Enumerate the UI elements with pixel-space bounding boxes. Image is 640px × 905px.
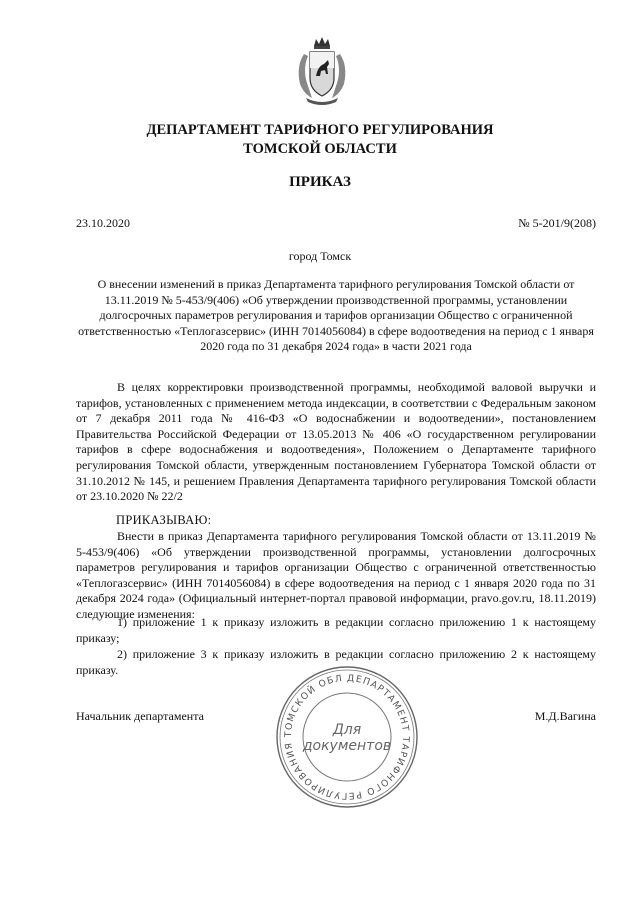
order-city: город Томск bbox=[288, 249, 352, 263]
main-item-paragraph: Внести в приказ Департамента тарифного регулирования Томской области от 13.11.2019 № 5-453/9(406) «Об утверждении производственной программы, установлении долгосрочных параметров регулирования и тарифов организации Общество с ограниченной ответственностью «Теплогазсервис» (ИНН 7014056084) в сфере водоотведения на период с 1 января 2020 года по 31 декабря 2024 года» (Официальный интернет-портал правовой информации, pravo.gov.ru, 18.11.2019) следующие изменения: bbox=[76, 529, 596, 621]
document-type-title: ПРИКАЗ bbox=[289, 174, 351, 190]
department-title-line1: ДЕПАРТАМЕНТ ТАРИФНОГО РЕГУЛИРОВАНИЯ bbox=[146, 122, 494, 138]
preamble-paragraph: В целях корректировки производственной программы, необходимой валовой выручки и тарифов, установленных с применением метода индексации, в соответствии с Федеральным законом от 7 декабря 2011 года № 416-ФЗ «О водоснабжении и водоотведении», постановлением Правительства Российской Федерации от 13.05.2013 № 406 «О государственном регулировании тарифов в сфере водоснабжения и водоотведения», Положением о Департаменте тарифного регулирования Томской области, утвержденным постановлением Губернатора Томской области от 31.10.2012 № 145, и решением Правления Департамента тарифного регулирования Томской области от 23.10.2020 № 22/2 bbox=[76, 380, 596, 504]
list-item-2: 2) приложение 3 к приказу изложить в редакции согласно приложению 2 к настоящему приказу. bbox=[76, 647, 596, 677]
order-date: 23.10.2020 bbox=[76, 216, 130, 230]
decree-heading: ПРИКАЗЫВАЮ: bbox=[116, 513, 212, 527]
seal-center-line2: документов bbox=[302, 738, 392, 754]
list-item-1: 1) приложение 1 к приказу изложить в редакции согласно приложению 1 к настоящему приказу; bbox=[76, 615, 596, 645]
coat-of-arms-emblem bbox=[294, 36, 350, 108]
signer-name: М.Д.Вагина bbox=[534, 709, 596, 723]
official-seal-stamp bbox=[274, 664, 420, 810]
seal-ring-text: ДЕПАРТАМЕНТ ТАРИФНОГО РЕГУЛИРОВАНИЯ ТОМСКОЙ ОБЛ bbox=[282, 672, 412, 802]
order-subject: О внесении изменений в приказ Департамента тарифного регулирования Томской области от 13.11.2019 № 5-453/9(406) «Об утверждении производственной программы, установлении долгосрочных параметров регулирования и тарифов организации Общество с ограниченной ответственностью «Теплогазсервис» (ИНН 7014056084) в сфере водоотведения на период с 1 января 2020 года по 31 декабря 2024 года» в части 2021 года bbox=[78, 277, 594, 354]
seal-center-line1: Для bbox=[332, 722, 362, 738]
order-number: № 5-201/9(208) bbox=[518, 216, 596, 230]
signer-position: Начальник департамента bbox=[76, 709, 204, 723]
department-title-line2: ТОМСКОЙ ОБЛАСТИ bbox=[243, 141, 397, 157]
